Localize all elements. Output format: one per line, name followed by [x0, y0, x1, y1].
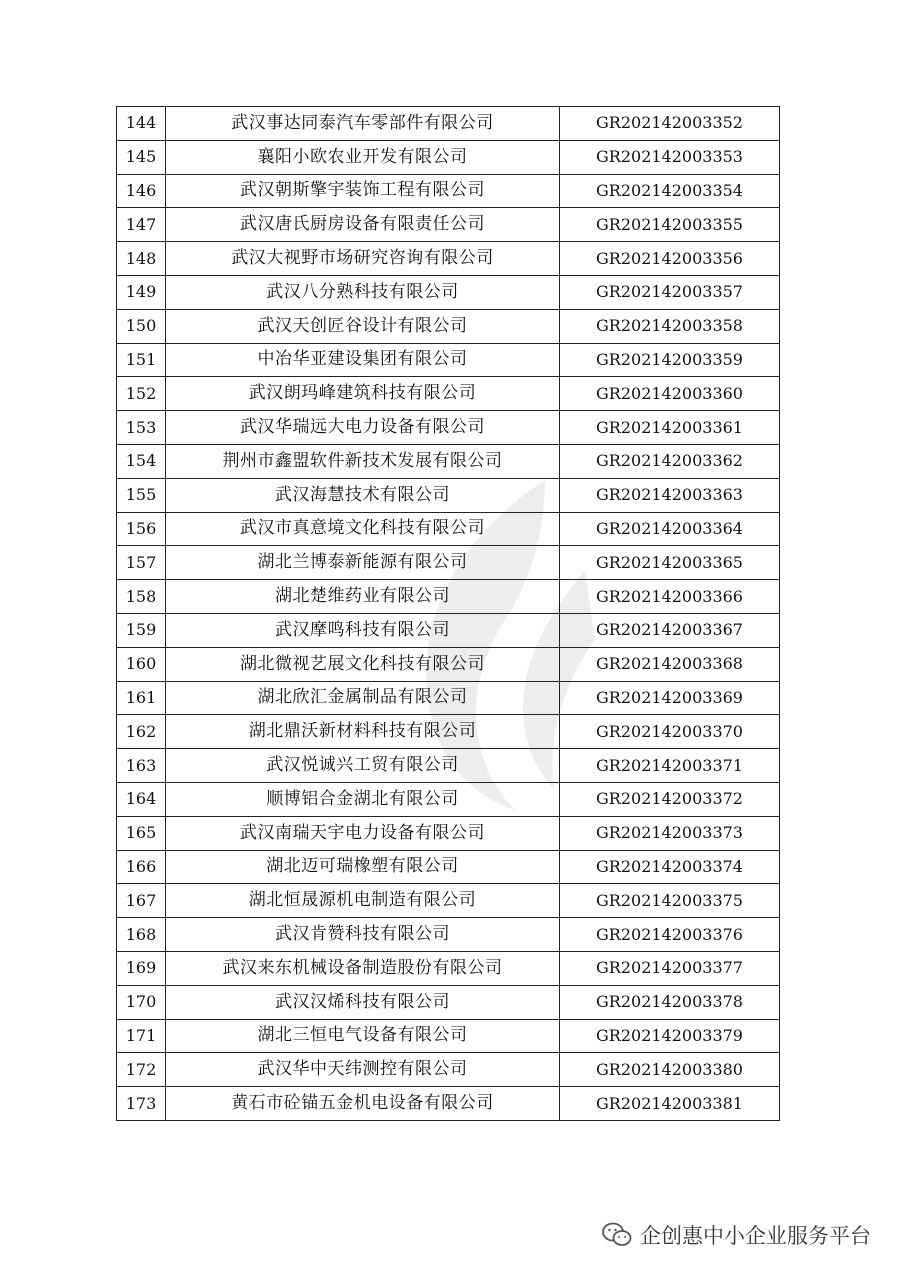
company-name: 武汉朗玛峰建筑科技有限公司 — [166, 377, 560, 411]
table-row — [117, 444, 780, 478]
table-row — [117, 647, 780, 681]
table-row — [117, 242, 780, 276]
row-number: 149 — [117, 275, 166, 309]
company-name: 武汉肯赞科技有限公司 — [166, 918, 560, 952]
table-row — [117, 1019, 780, 1053]
company-name: 武汉事达同泰汽车零部件有限公司 — [166, 107, 560, 141]
row-number: 169 — [117, 951, 166, 985]
row-number: 164 — [117, 782, 166, 816]
certificate-code: GR202142003356 — [560, 242, 780, 276]
certificate-code: GR202142003371 — [560, 749, 780, 783]
company-name: 襄阳小欧农业开发有限公司 — [166, 140, 560, 174]
company-name: 武汉天创匠谷设计有限公司 — [166, 309, 560, 343]
certificate-code: GR202142003369 — [560, 681, 780, 715]
row-number: 145 — [117, 140, 166, 174]
company-name: 武汉来东机械设备制造股份有限公司 — [166, 951, 560, 985]
table-row — [117, 275, 780, 309]
table-row — [117, 951, 780, 985]
table-row — [117, 546, 780, 580]
certificate-code: GR202142003363 — [560, 478, 780, 512]
table-row — [117, 1053, 780, 1087]
company-name: 黄石市砼锚五金机电设备有限公司 — [166, 1087, 560, 1121]
certificate-code: GR202142003378 — [560, 985, 780, 1019]
certificate-code: GR202142003367 — [560, 613, 780, 647]
row-number: 158 — [117, 580, 166, 614]
row-number: 167 — [117, 884, 166, 918]
certificate-code: GR202142003380 — [560, 1053, 780, 1087]
row-number: 151 — [117, 343, 166, 377]
company-name: 武汉朝斯擎宇装饰工程有限公司 — [166, 174, 560, 208]
table-row — [117, 208, 780, 242]
table-row — [117, 174, 780, 208]
company-name: 武汉大视野市场研究咨询有限公司 — [166, 242, 560, 276]
certificate-code: GR202142003364 — [560, 512, 780, 546]
row-number: 171 — [117, 1019, 166, 1053]
table-row — [117, 140, 780, 174]
table-row — [117, 884, 780, 918]
certificate-code: GR202142003358 — [560, 309, 780, 343]
company-name: 湖北鼎沃新材料科技有限公司 — [166, 715, 560, 749]
row-number: 150 — [117, 309, 166, 343]
table-row — [117, 681, 780, 715]
table-row — [117, 613, 780, 647]
certificate-code: GR202142003353 — [560, 140, 780, 174]
company-name: 武汉八分熟科技有限公司 — [166, 275, 560, 309]
table-row — [117, 1087, 780, 1121]
row-number: 147 — [117, 208, 166, 242]
company-name: 湖北恒晟源机电制造有限公司 — [166, 884, 560, 918]
table-row — [117, 918, 780, 952]
table-row — [117, 782, 780, 816]
certificate-code: GR202142003357 — [560, 275, 780, 309]
table-row — [117, 749, 780, 783]
row-number: 152 — [117, 377, 166, 411]
wechat-icon — [602, 1222, 632, 1248]
row-number: 144 — [117, 107, 166, 141]
row-number: 146 — [117, 174, 166, 208]
company-name: 湖北兰博泰新能源有限公司 — [166, 546, 560, 580]
company-name: 武汉悦诚兴工贸有限公司 — [166, 749, 560, 783]
table-row — [117, 512, 780, 546]
certificate-code: GR202142003352 — [560, 107, 780, 141]
row-number: 161 — [117, 681, 166, 715]
certificate-code: GR202142003372 — [560, 782, 780, 816]
company-name: 武汉摩鸣科技有限公司 — [166, 613, 560, 647]
certificate-code: GR202142003361 — [560, 411, 780, 445]
table-row — [117, 411, 780, 445]
company-name: 湖北欣汇金属制品有限公司 — [166, 681, 560, 715]
company-name: 荆州市鑫盟软件新技术发展有限公司 — [166, 444, 560, 478]
certificate-code: GR202142003365 — [560, 546, 780, 580]
row-number: 165 — [117, 816, 166, 850]
table-row — [117, 580, 780, 614]
company-name: 武汉汉烯科技有限公司 — [166, 985, 560, 1019]
row-number: 168 — [117, 918, 166, 952]
footer-text: 企创惠中小企业服务平台 — [640, 1224, 871, 1248]
row-number: 162 — [117, 715, 166, 749]
row-number: 173 — [117, 1087, 166, 1121]
certificate-code: GR202142003355 — [560, 208, 780, 242]
company-name: 武汉南瑞天宇电力设备有限公司 — [166, 816, 560, 850]
company-name: 武汉海慧技术有限公司 — [166, 478, 560, 512]
footer-brand — [602, 1220, 871, 1250]
certificate-code: GR202142003376 — [560, 918, 780, 952]
row-number: 166 — [117, 850, 166, 884]
row-number: 153 — [117, 411, 166, 445]
certificate-code: GR202142003354 — [560, 174, 780, 208]
certificate-code: GR202142003368 — [560, 647, 780, 681]
company-name: 中冶华亚建设集团有限公司 — [166, 343, 560, 377]
company-name: 武汉唐氏厨房设备有限责任公司 — [166, 208, 560, 242]
table-row — [117, 816, 780, 850]
certificate-code: GR202142003362 — [560, 444, 780, 478]
certificate-code: GR202142003381 — [560, 1087, 780, 1121]
row-number: 155 — [117, 478, 166, 512]
company-name: 湖北三恒电气设备有限公司 — [166, 1019, 560, 1053]
table-row — [117, 377, 780, 411]
certificate-code: GR202142003379 — [560, 1019, 780, 1053]
table-row — [117, 985, 780, 1019]
row-number: 159 — [117, 613, 166, 647]
certificate-code: GR202142003359 — [560, 343, 780, 377]
company-name: 湖北迈可瑞橡塑有限公司 — [166, 850, 560, 884]
company-name: 武汉华中天纬测控有限公司 — [166, 1053, 560, 1087]
certificate-code: GR202142003374 — [560, 850, 780, 884]
company-name: 武汉华瑞远大电力设备有限公司 — [166, 411, 560, 445]
table-row — [117, 343, 780, 377]
company-name: 湖北楚维药业有限公司 — [166, 580, 560, 614]
row-number: 148 — [117, 242, 166, 276]
company-name: 湖北微视艺展文化科技有限公司 — [166, 647, 560, 681]
certificate-code: GR202142003373 — [560, 816, 780, 850]
certificate-code: GR202142003360 — [560, 377, 780, 411]
certificate-code: GR202142003370 — [560, 715, 780, 749]
row-number: 170 — [117, 985, 166, 1019]
certificate-code: GR202142003375 — [560, 884, 780, 918]
row-number: 163 — [117, 749, 166, 783]
table-row — [117, 850, 780, 884]
table-row — [117, 309, 780, 343]
row-number: 154 — [117, 444, 166, 478]
row-number: 156 — [117, 512, 166, 546]
company-table — [116, 106, 780, 1121]
certificate-code: GR202142003377 — [560, 951, 780, 985]
row-number: 160 — [117, 647, 166, 681]
company-name: 武汉市真意境文化科技有限公司 — [166, 512, 560, 546]
table-row — [117, 478, 780, 512]
certificate-code: GR202142003366 — [560, 580, 780, 614]
row-number: 172 — [117, 1053, 166, 1087]
row-number: 157 — [117, 546, 166, 580]
company-name: 顺博铝合金湖北有限公司 — [166, 782, 560, 816]
table-row — [117, 715, 780, 749]
table-row — [117, 107, 780, 141]
